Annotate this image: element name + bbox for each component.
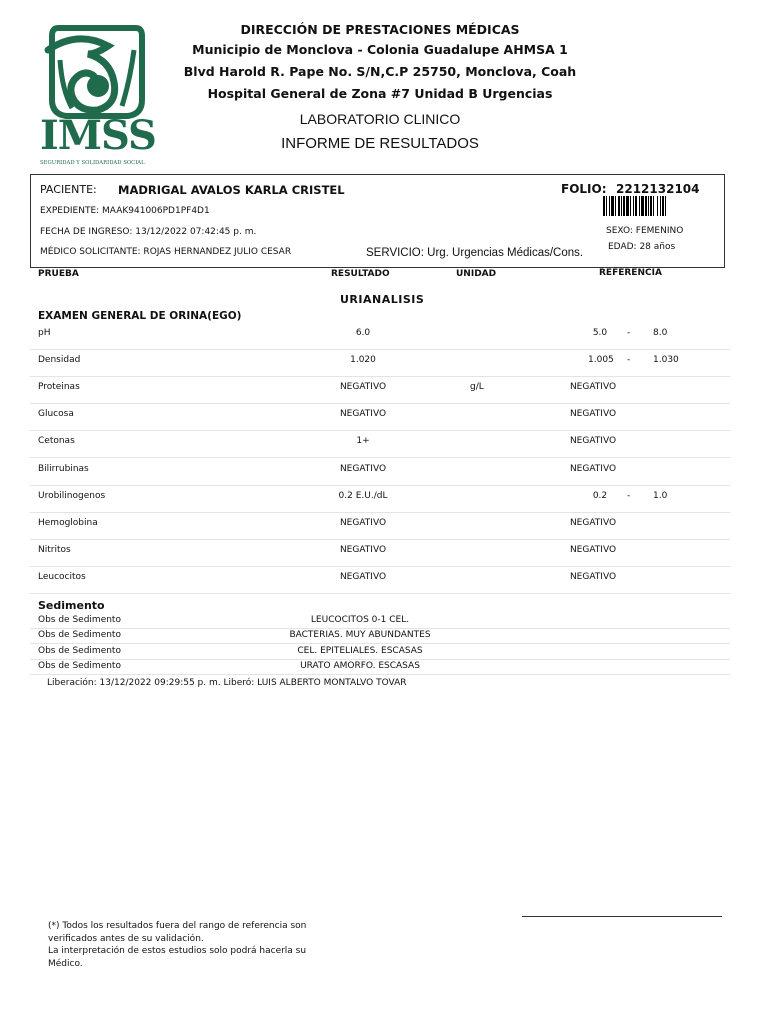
row-divider (30, 485, 730, 486)
medico-solicitante: MÉDICO SOLICITANTE: ROJAS HERNANDEZ JULIO CESAR (40, 247, 292, 257)
col-resultado: RESULTADO (331, 269, 390, 279)
sediment-value: BACTERIAS. MUY ABUNDANTES (289, 630, 431, 640)
test-name: Nitritos (38, 545, 71, 555)
ref-low: 0.2 (592, 491, 608, 501)
section-title: URIANALISIS (340, 293, 425, 306)
test-result: NEGATIVO (339, 518, 387, 528)
row-divider (30, 643, 730, 644)
test-result: NEGATIVO (339, 464, 387, 474)
folio-number: 2212132104 (616, 182, 700, 196)
test-result: NEGATIVO (339, 545, 387, 555)
ref-dash: - (627, 491, 631, 501)
ref-text: NEGATIVO (569, 572, 617, 582)
edad: EDAD: 28 años (608, 242, 676, 252)
row-divider (30, 512, 730, 513)
test-result: NEGATIVO (339, 572, 387, 582)
ref-text: NEGATIVO (569, 545, 617, 555)
fecha-ingreso: FECHA DE INGRESO: 13/12/2022 07:42:45 p. m. (40, 227, 257, 237)
test-result: NEGATIVO (339, 382, 387, 392)
footnote-line-4: Médico. (48, 959, 83, 969)
ref-dash: - (627, 355, 631, 365)
row-divider (30, 593, 730, 594)
test-result: 1+ (356, 436, 370, 446)
test-result: NEGATIVO (339, 409, 387, 419)
signature-line (522, 916, 722, 917)
test-name: pH (38, 328, 51, 338)
header-line-1: DIRECCIÓN DE PRESTACIONES MÉDICAS (240, 22, 520, 37)
col-unidad: UNIDAD (456, 269, 497, 279)
col-referencia: REFERENCIA (599, 268, 662, 278)
row-divider (30, 349, 730, 350)
footnote-line-3: La interpretación de estos estudios solo podrá hacerla su (48, 946, 307, 956)
ref-low: 1.005 (588, 355, 614, 365)
test-name: Cetonas (38, 436, 75, 446)
exam-title: EXAMEN GENERAL DE ORINA(EGO) (38, 310, 242, 322)
row-divider (30, 628, 730, 629)
row-divider (30, 659, 730, 660)
footnote-line-1: (*) Todos los resultados fuera del rango de referencia son (48, 921, 307, 931)
release-info: Liberación: 13/12/2022 09:29:55 p. m. Liberó: LUIS ALBERTO MONTALVO TOVAR (47, 678, 407, 688)
patient-label: PACIENTE: (40, 183, 97, 196)
header-line-3: Blvd Harold R. Pape No. S/N,C.P 25750, Monclova, Coah (183, 64, 577, 79)
test-name: Urobilinogenos (38, 491, 106, 501)
test-unit: g/L (470, 382, 484, 392)
header-line-4: Hospital General de Zona #7 Unidad B Urgencias (207, 86, 553, 101)
barcode-icon (603, 196, 691, 216)
row-divider (30, 403, 730, 404)
sediment-value: CEL. EPITELIALES. ESCASAS (297, 646, 423, 656)
row-divider (30, 539, 730, 540)
sexo: SEXO: FEMENINO (606, 226, 684, 236)
sediment-title: Sedimento (38, 599, 105, 612)
ref-text: NEGATIVO (569, 464, 617, 474)
test-result: 0.2 E.U./dL (338, 491, 388, 501)
test-result: 1.020 (350, 355, 376, 365)
row-divider (30, 376, 730, 377)
test-name: Densidad (38, 355, 81, 365)
test-name: Proteinas (38, 382, 80, 392)
patient-name: MADRIGAL AVALOS KARLA CRISTEL (118, 183, 345, 197)
ref-text: NEGATIVO (569, 382, 617, 392)
expediente: EXPEDIENTE: MAAK941006PD1PF4D1 (40, 206, 210, 216)
test-name: Glucosa (38, 409, 74, 419)
sediment-label: Obs de Sedimento (38, 646, 121, 656)
ref-high: 1.0 (653, 491, 668, 501)
ref-dash: - (627, 328, 631, 338)
ref-text: NEGATIVO (569, 409, 617, 419)
sediment-label: Obs de Sedimento (38, 615, 121, 625)
ref-low: 5.0 (592, 328, 608, 338)
sediment-value: URATO AMORFO. ESCASAS (300, 661, 420, 671)
col-prueba: PRUEBA (38, 269, 79, 279)
header-line-2: Municipio de Monclova - Colonia Guadalupe AHMSA 1 (192, 42, 568, 57)
row-divider (30, 566, 730, 567)
footnote-line-2: verificados antes de su validación. (48, 934, 204, 944)
row-divider (30, 674, 730, 675)
row-divider (30, 430, 730, 431)
sediment-label: Obs de Sedimento (38, 661, 121, 671)
folio-label: FOLIO: (561, 182, 607, 196)
lab-title: LABORATORIO CLINICO (299, 111, 461, 127)
row-divider (30, 457, 730, 458)
ref-text: NEGATIVO (569, 518, 617, 528)
ref-text: NEGATIVO (569, 436, 617, 446)
imss-logo-text: IMSS (40, 112, 156, 159)
imss-logo (38, 20, 156, 170)
ref-high: 8.0 (653, 328, 668, 338)
servicio: SERVICIO: Urg. Urgencias Médicas/Cons. (366, 247, 584, 259)
test-result: 6.0 (355, 328, 371, 338)
test-name: Bilirrubinas (38, 464, 89, 474)
sediment-label: Obs de Sedimento (38, 630, 121, 640)
imss-logo-subtitle: SEGURIDAD Y SOLIDARIDAD SOCIAL (40, 160, 145, 166)
test-name: Hemoglobina (38, 518, 98, 528)
report-title: INFORME DE RESULTADOS (281, 135, 479, 152)
ref-high: 1.030 (653, 355, 679, 365)
test-name: Leucocitos (38, 572, 86, 582)
sediment-value: LEUCOCITOS 0-1 CEL. (310, 615, 410, 625)
